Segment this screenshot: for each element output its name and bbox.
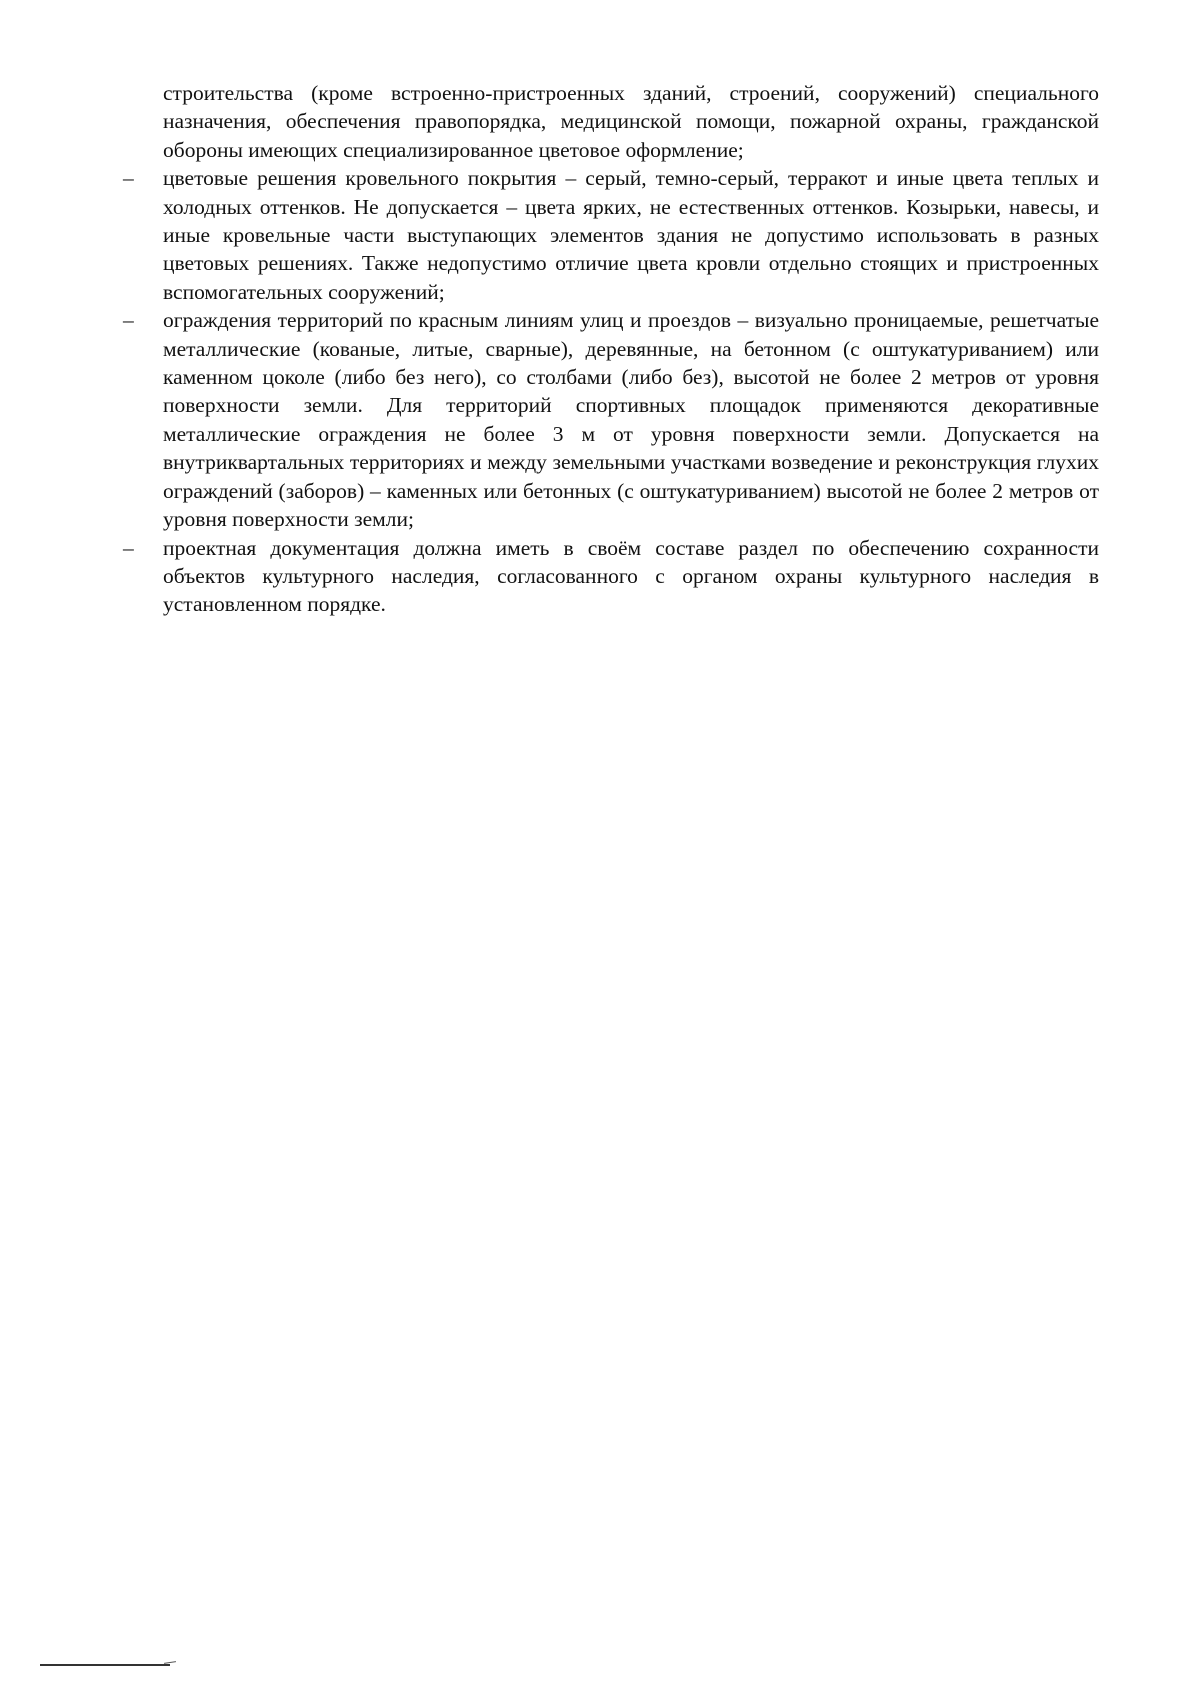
requirements-list <box>123 164 1099 619</box>
list-item-text: цветовые решения кровельного покрытия – серый, темно-серый, терракот и иные цвета теплых и холодных оттенков. Не допускается – цвета ярких, не естественных оттенков. Козырьки, навесы, и иные кровельные части выступающих элементов здания не допустимо использовать в разных цветовых решениях. Также недопустимо отличие цвета кровли отдельно стоящих и пристроенных вспомогательных сооружений; <box>163 166 1099 304</box>
list-item <box>123 164 1099 306</box>
continuation-paragraph: строительства (кроме встроенно-пристроенных зданий, строений, сооружений) специального назначения, обеспечения правопорядка, медицинской помощи, пожарной охраны, гражданской обороны имеющих специализированное цветовое оформление; <box>163 81 1099 162</box>
list-item-text: ограждения территорий по красным линиям улиц и проездов – визуально проницаемые, решетчатые металлические (кованые, литые, сварные), деревянные, на бетонном (с оштукатуриванием) или каменном цоколе (либо без него), со столбами (либо без), высотой не более 2 метров от уровня поверхности земли. Для территорий спортивных площадок применяются декоративные металлические ограждения не более 3 м от уровня поверхности земли. Допускается на внутриквартальных территориях и между земельными участками возведение и реконструкция глухих ограждений (заборов) – каменных или бетонных (с оштукатуриванием) высотой не более 2 метров от уровня поверхности земли; <box>163 308 1099 532</box>
bullet-dash: – <box>123 166 134 191</box>
document-body <box>123 79 1099 619</box>
bullet-dash: – <box>123 308 134 333</box>
bullet-dash: – <box>123 535 134 560</box>
list-item <box>123 534 1099 619</box>
list-item <box>123 306 1099 533</box>
list-item-text: проектная документация должна иметь в своём составе раздел по обеспечению сохранности объектов культурного наследия, согласованного с органом охраны культурного наследия в установленном порядке. <box>163 535 1099 617</box>
footer-divider <box>40 1664 170 1666</box>
footer-divider-tail <box>164 1661 176 1664</box>
